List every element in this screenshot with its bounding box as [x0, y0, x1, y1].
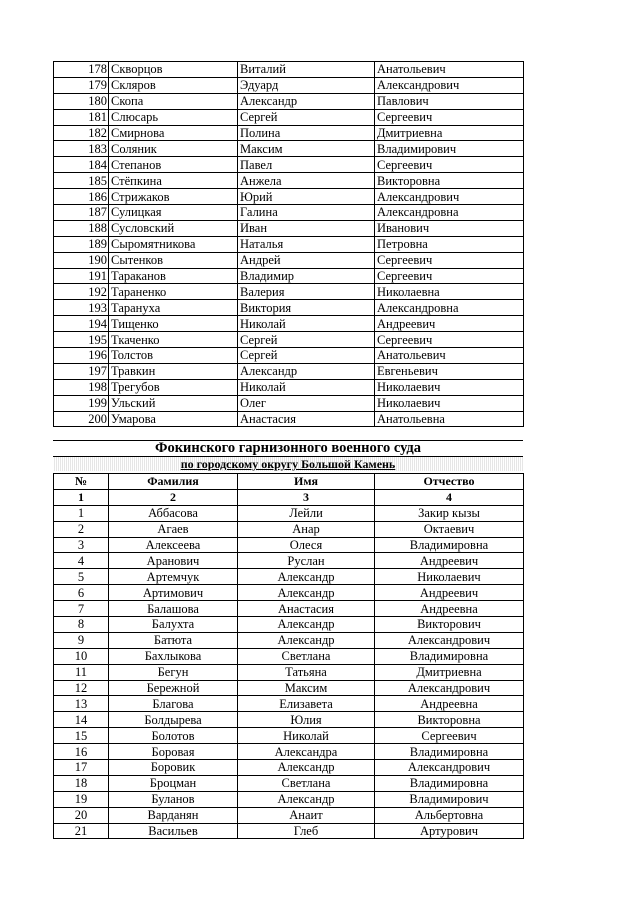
name-cell: Сергей — [238, 332, 375, 348]
table-row — [54, 807, 524, 823]
surname-cell: Артимович — [109, 585, 238, 601]
name-cell: Полина — [238, 125, 375, 141]
row-number: 192 — [54, 284, 109, 300]
surname-cell: Броцман — [109, 775, 238, 791]
table-row — [54, 664, 524, 680]
name-cell: Наталья — [238, 236, 375, 252]
table-row — [54, 300, 524, 316]
table-row — [54, 585, 524, 601]
name-cell: Николай — [238, 379, 375, 395]
surname-cell: Буланов — [109, 791, 238, 807]
patronymic-cell: Анатольевич — [375, 348, 524, 364]
patronymic-cell: Николаевич — [375, 395, 524, 411]
table-row — [54, 109, 524, 125]
table-row — [54, 205, 524, 221]
name-cell: Анаит — [238, 807, 375, 823]
name-cell: Олег — [238, 395, 375, 411]
table-row — [54, 632, 524, 648]
table-row — [54, 791, 524, 807]
patronymic-cell: Александрович — [375, 77, 524, 93]
table-row — [54, 348, 524, 364]
patronymic-cell: Александрович — [375, 189, 524, 205]
row-number: 10 — [54, 648, 109, 664]
patronymic-cell: Николаевич — [375, 569, 524, 585]
patronymic-cell: Дмитриевна — [375, 125, 524, 141]
surname-cell: Ульский — [109, 395, 238, 411]
name-cell: Виталий — [238, 62, 375, 78]
row-number: 9 — [54, 632, 109, 648]
patronymic-cell: Анатольевна — [375, 411, 524, 427]
name-cell: Виктория — [238, 300, 375, 316]
court-jurors-table — [53, 473, 524, 839]
surname-cell: Сулицкая — [109, 205, 238, 221]
header-surname: Фамилия — [109, 474, 238, 490]
row-number: 188 — [54, 220, 109, 236]
name-cell: Светлана — [238, 775, 375, 791]
patronymic-cell: Александровна — [375, 205, 524, 221]
surname-cell: Тищенко — [109, 316, 238, 332]
header-name: Имя — [238, 474, 375, 490]
patronymic-cell: Дмитриевна — [375, 664, 524, 680]
name-cell: Юрий — [238, 189, 375, 205]
table-row — [54, 680, 524, 696]
surname-cell: Варданян — [109, 807, 238, 823]
patronymic-cell: Сергеевич — [375, 109, 524, 125]
surname-cell: Болотов — [109, 728, 238, 744]
patronymic-cell: Октаевич — [375, 521, 524, 537]
row-number: 4 — [54, 553, 109, 569]
name-cell: Александр — [238, 363, 375, 379]
row-number: 15 — [54, 728, 109, 744]
row-number: 178 — [54, 62, 109, 78]
table-row — [54, 157, 524, 173]
header-number: № — [54, 474, 109, 490]
patronymic-cell: Владимировна — [375, 775, 524, 791]
patronymic-cell: Владимировна — [375, 744, 524, 760]
table-row — [54, 744, 524, 760]
name-cell: Руслан — [238, 553, 375, 569]
jurors-list-continued — [53, 61, 524, 427]
surname-cell: Толстов — [109, 348, 238, 364]
patronymic-cell: Артурович — [375, 823, 524, 839]
row-number: 6 — [54, 585, 109, 601]
table-row — [54, 173, 524, 189]
table-row — [54, 395, 524, 411]
surname-cell: Скворцов — [109, 62, 238, 78]
patronymic-cell: Евгеньевич — [375, 363, 524, 379]
patronymic-cell: Владимировна — [375, 537, 524, 553]
surname-cell: Агаев — [109, 521, 238, 537]
table-row — [54, 252, 524, 268]
row-number: 194 — [54, 316, 109, 332]
name-cell: Владимир — [238, 268, 375, 284]
name-cell: Татьяна — [238, 664, 375, 680]
table-row — [54, 141, 524, 157]
surname-cell: Травкин — [109, 363, 238, 379]
patronymic-cell: Владимирович — [375, 141, 524, 157]
patronymic-cell: Андреевна — [375, 601, 524, 617]
row-number: 191 — [54, 268, 109, 284]
table-row — [54, 569, 524, 585]
surname-cell: Степанов — [109, 157, 238, 173]
table-row — [54, 332, 524, 348]
patronymic-cell: Анатольевич — [375, 62, 524, 78]
name-cell: Светлана — [238, 648, 375, 664]
surname-cell: Бегун — [109, 664, 238, 680]
row-number: 186 — [54, 189, 109, 205]
surname-cell: Боровик — [109, 760, 238, 776]
patronymic-cell: Сергеевич — [375, 157, 524, 173]
row-number: 12 — [54, 680, 109, 696]
name-cell: Глеб — [238, 823, 375, 839]
patronymic-cell: Александрович — [375, 760, 524, 776]
table-row — [54, 601, 524, 617]
table-row — [54, 553, 524, 569]
table-row — [54, 760, 524, 776]
column-number: 2 — [109, 489, 238, 505]
table-row — [54, 316, 524, 332]
table-row — [54, 220, 524, 236]
patronymic-cell: Николаевич — [375, 379, 524, 395]
column-number: 4 — [375, 489, 524, 505]
table-row — [54, 505, 524, 521]
row-number: 190 — [54, 252, 109, 268]
surname-cell: Смирнова — [109, 125, 238, 141]
surname-cell: Скопа — [109, 93, 238, 109]
surname-cell: Скляров — [109, 77, 238, 93]
name-cell: Анастасия — [238, 411, 375, 427]
surname-cell: Балашова — [109, 601, 238, 617]
surname-cell: Соляник — [109, 141, 238, 157]
name-cell: Александр — [238, 617, 375, 633]
row-number: 200 — [54, 411, 109, 427]
row-number: 13 — [54, 696, 109, 712]
row-number: 182 — [54, 125, 109, 141]
row-number: 14 — [54, 712, 109, 728]
surname-cell: Алексеева — [109, 537, 238, 553]
patronymic-cell: Андреевна — [375, 696, 524, 712]
header-patronymic: Отчество — [375, 474, 524, 490]
surname-cell: Стрижаков — [109, 189, 238, 205]
row-number: 187 — [54, 205, 109, 221]
row-number: 195 — [54, 332, 109, 348]
name-cell: Галина — [238, 205, 375, 221]
table-row — [54, 363, 524, 379]
patronymic-cell: Андреевич — [375, 553, 524, 569]
row-number: 1 — [54, 505, 109, 521]
patronymic-cell: Александрович — [375, 632, 524, 648]
name-cell: Николай — [238, 728, 375, 744]
name-cell: Александр — [238, 569, 375, 585]
name-cell: Александр — [238, 585, 375, 601]
surname-cell: Трегубов — [109, 379, 238, 395]
table-row — [54, 189, 524, 205]
patronymic-cell: Александрович — [375, 680, 524, 696]
row-number: 17 — [54, 760, 109, 776]
row-number: 183 — [54, 141, 109, 157]
name-cell: Александр — [238, 632, 375, 648]
row-number: 181 — [54, 109, 109, 125]
name-cell: Павел — [238, 157, 375, 173]
patronymic-cell: Викторовна — [375, 173, 524, 189]
surname-cell: Сыромятникова — [109, 236, 238, 252]
name-cell: Иван — [238, 220, 375, 236]
court-name-title: Фокинского гарнизонного военного суда — [53, 440, 523, 456]
surname-cell: Болдырева — [109, 712, 238, 728]
name-cell: Анжела — [238, 173, 375, 189]
patronymic-cell: Викторович — [375, 617, 524, 633]
row-number: 16 — [54, 744, 109, 760]
name-cell: Максим — [238, 680, 375, 696]
patronymic-cell: Андреевич — [375, 316, 524, 332]
table-row — [54, 77, 524, 93]
name-cell: Сергей — [238, 348, 375, 364]
surname-cell: Слюсарь — [109, 109, 238, 125]
table-row — [54, 617, 524, 633]
name-cell: Анар — [238, 521, 375, 537]
column-number: 1 — [54, 489, 109, 505]
table-row — [54, 648, 524, 664]
name-cell: Елизавета — [238, 696, 375, 712]
row-number: 7 — [54, 601, 109, 617]
table-row — [54, 696, 524, 712]
surname-cell: Тараканов — [109, 268, 238, 284]
surname-cell: Ткаченко — [109, 332, 238, 348]
table-row — [54, 284, 524, 300]
row-number: 21 — [54, 823, 109, 839]
table-row — [54, 712, 524, 728]
row-number: 11 — [54, 664, 109, 680]
patronymic-cell: Александровна — [375, 300, 524, 316]
patronymic-cell: Альбертовна — [375, 807, 524, 823]
patronymic-cell: Сергеевич — [375, 332, 524, 348]
patronymic-cell: Сергеевич — [375, 268, 524, 284]
name-cell: Александр — [238, 760, 375, 776]
table-row — [54, 379, 524, 395]
table-header-row — [54, 474, 524, 490]
court-district-subtitle: по городскому округу Большой Камень — [53, 456, 523, 471]
patronymic-cell: Николаевна — [375, 284, 524, 300]
table-row — [54, 823, 524, 839]
surname-cell: Бахлыкова — [109, 648, 238, 664]
patronymic-cell: Владимировна — [375, 648, 524, 664]
table-row — [54, 775, 524, 791]
table-row — [54, 125, 524, 141]
surname-cell: Умарова — [109, 411, 238, 427]
name-cell: Николай — [238, 316, 375, 332]
row-number: 199 — [54, 395, 109, 411]
row-number: 5 — [54, 569, 109, 585]
surname-cell: Тараненко — [109, 284, 238, 300]
row-number: 198 — [54, 379, 109, 395]
name-cell: Лейли — [238, 505, 375, 521]
surname-cell: Васильев — [109, 823, 238, 839]
surname-cell: Боровая — [109, 744, 238, 760]
name-cell: Сергей — [238, 109, 375, 125]
table-row — [54, 411, 524, 427]
row-number: 20 — [54, 807, 109, 823]
table-row — [54, 93, 524, 109]
row-number: 2 — [54, 521, 109, 537]
surname-cell: Аббасова — [109, 505, 238, 521]
name-cell: Юлия — [238, 712, 375, 728]
row-number: 179 — [54, 77, 109, 93]
patronymic-cell: Павлович — [375, 93, 524, 109]
surname-cell: Благова — [109, 696, 238, 712]
surname-cell: Артемчук — [109, 569, 238, 585]
court-section-heading — [53, 440, 523, 471]
row-number: 3 — [54, 537, 109, 553]
table-row — [54, 236, 524, 252]
patronymic-cell: Петровна — [375, 236, 524, 252]
row-number: 19 — [54, 791, 109, 807]
patronymic-cell: Викторовна — [375, 712, 524, 728]
surname-cell: Тарануха — [109, 300, 238, 316]
name-cell: Максим — [238, 141, 375, 157]
name-cell: Андрей — [238, 252, 375, 268]
name-cell: Александр — [238, 93, 375, 109]
table-row — [54, 728, 524, 744]
patronymic-cell: Иванович — [375, 220, 524, 236]
row-number: 197 — [54, 363, 109, 379]
row-number: 185 — [54, 173, 109, 189]
name-cell: Александр — [238, 791, 375, 807]
name-cell: Эдуард — [238, 77, 375, 93]
name-cell: Валерия — [238, 284, 375, 300]
surname-cell: Сусловский — [109, 220, 238, 236]
name-cell: Александра — [238, 744, 375, 760]
surname-cell: Батюта — [109, 632, 238, 648]
patronymic-cell: Андреевич — [375, 585, 524, 601]
patronymic-cell: Сергеевич — [375, 728, 524, 744]
name-cell: Олеся — [238, 537, 375, 553]
surname-cell: Стёпкина — [109, 173, 238, 189]
surname-cell: Аранович — [109, 553, 238, 569]
row-number: 189 — [54, 236, 109, 252]
row-number: 8 — [54, 617, 109, 633]
patronymic-cell: Сергеевич — [375, 252, 524, 268]
column-number: 3 — [238, 489, 375, 505]
row-number: 180 — [54, 93, 109, 109]
row-number: 184 — [54, 157, 109, 173]
patronymic-cell: Владимирович — [375, 791, 524, 807]
row-number: 18 — [54, 775, 109, 791]
table-row — [54, 268, 524, 284]
table-row — [54, 537, 524, 553]
column-number-row — [54, 489, 524, 505]
row-number: 193 — [54, 300, 109, 316]
table-row — [54, 521, 524, 537]
name-cell: Анастасия — [238, 601, 375, 617]
surname-cell: Сытенков — [109, 252, 238, 268]
table-row — [54, 62, 524, 78]
patronymic-cell: Закир кызы — [375, 505, 524, 521]
surname-cell: Балухта — [109, 617, 238, 633]
row-number: 196 — [54, 348, 109, 364]
surname-cell: Бережной — [109, 680, 238, 696]
